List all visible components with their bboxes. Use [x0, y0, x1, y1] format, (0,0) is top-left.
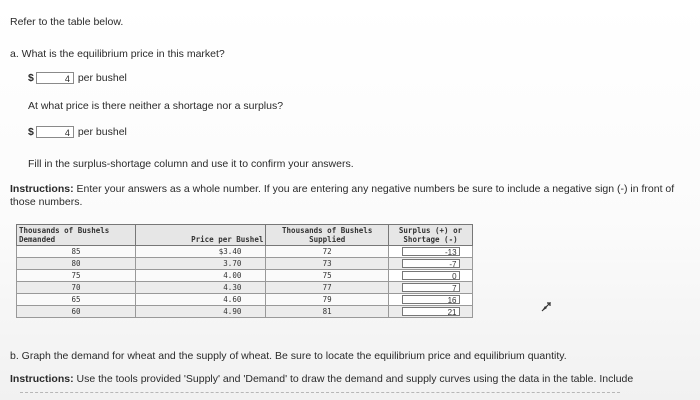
- instructions-label: Instructions:: [10, 373, 74, 385]
- surplus-input[interactable]: -13: [402, 247, 460, 256]
- col-header-supplied: Thousands of Bushels Supplied: [266, 225, 389, 246]
- col-header-price: Price per Bushel: [135, 225, 265, 246]
- table-row: [17, 270, 473, 282]
- instructions-label: Instructions:: [10, 183, 74, 195]
- surplus-cell: [389, 282, 473, 294]
- equilibrium-price-input[interactable]: 4: [36, 72, 74, 84]
- demanded-cell: 75: [17, 270, 136, 282]
- instructions-block: [10, 183, 690, 209]
- instructions-text: Use the tools provided 'Supply' and 'Demand' to draw the demand and supply curves using the data in the table. Include: [73, 373, 634, 385]
- table-row: [17, 282, 473, 294]
- surplus-cell: [389, 294, 473, 306]
- table-row: [17, 246, 473, 258]
- supplied-cell: 79: [266, 294, 389, 306]
- demanded-cell: 60: [17, 306, 136, 318]
- price-cell: 4.30: [135, 282, 265, 294]
- surplus-input[interactable]: 16: [402, 295, 460, 304]
- no-shortage-price-input[interactable]: 4: [36, 126, 74, 138]
- surplus-input[interactable]: -7: [402, 259, 460, 268]
- price-cell: $3.40: [135, 246, 265, 258]
- answer-row-2: [28, 126, 127, 138]
- surplus-cell: [389, 270, 473, 282]
- supplied-cell: 72: [266, 246, 389, 258]
- currency-label: $: [28, 126, 34, 138]
- answer-row-1: [28, 72, 127, 84]
- demanded-cell: 65: [17, 294, 136, 306]
- table-row: [17, 258, 473, 270]
- question-b: b. Graph the demand for wheat and the supply of wheat. Be sure to locate the equilibrium price and equilibrium quantity.: [10, 350, 567, 362]
- table-row: [17, 306, 473, 318]
- col-header-surplus: Surplus (+) or Shortage (-): [389, 225, 473, 246]
- currency-label: $: [28, 72, 34, 84]
- price-cell: 4.60: [135, 294, 265, 306]
- demanded-cell: 80: [17, 258, 136, 270]
- supplied-cell: 81: [266, 306, 389, 318]
- divider: [20, 392, 620, 394]
- unit-label: per bushel: [77, 126, 127, 138]
- supplied-cell: 75: [266, 270, 389, 282]
- demanded-cell: 70: [17, 282, 136, 294]
- supplied-cell: 73: [266, 258, 389, 270]
- fill-instruction: Fill in the surplus-shortage column and use it to confirm your answers.: [28, 158, 354, 170]
- surplus-cell: [389, 246, 473, 258]
- question-a: a. What is the equilibrium price in this market?: [10, 48, 225, 60]
- surplus-cell: [389, 258, 473, 270]
- surplus-input[interactable]: 7: [402, 283, 460, 292]
- col-header-demanded: Thousands of Bushels Demanded: [17, 225, 136, 246]
- instructions-block-2: [10, 373, 700, 386]
- table-header-row: [17, 225, 473, 246]
- table-row: [17, 294, 473, 306]
- surplus-cell: [389, 306, 473, 318]
- instructions-text: Enter your answers as a whole number. If you are entering any negative numbers be sure to include a negative sign (-) in front of those numbers.: [10, 183, 675, 208]
- unit-label: per bushel: [77, 72, 127, 84]
- question-neither: At what price is there neither a shortage nor a surplus?: [28, 100, 284, 112]
- demanded-cell: 85: [17, 246, 136, 258]
- price-cell: 4.90: [135, 306, 265, 318]
- supply-demand-table: [16, 224, 473, 318]
- supplied-cell: 77: [266, 282, 389, 294]
- price-cell: 3.70: [135, 258, 265, 270]
- intro-text: Refer to the table below.: [10, 16, 124, 28]
- surplus-input[interactable]: 0: [402, 271, 460, 280]
- surplus-input[interactable]: 21: [402, 307, 460, 316]
- price-cell: 4.00: [135, 270, 265, 282]
